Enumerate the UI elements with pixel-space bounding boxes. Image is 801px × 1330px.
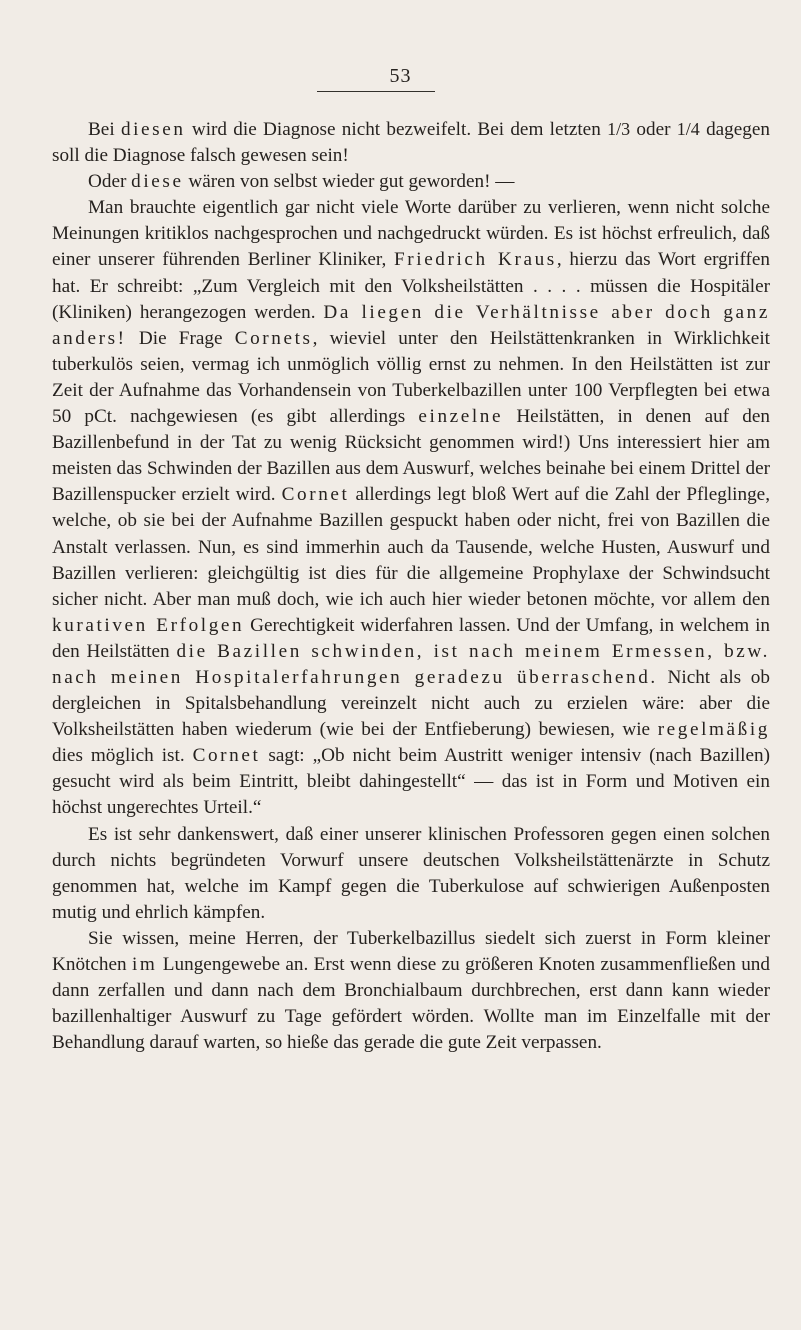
text-run: allerdings legt bloß Wert auf die Zahl der Pfleglinge, welche, ob sie bei der Aufnahme Bazillen gespuckt haben oder nicht, frei von Bazillen die Anstalt verlassen. Nun, es sind immerhin auch da Tausende, welche Husten, Auswurf und Bazillen verlieren: gleichgültig ist dies für die allgemeine Prophylaxe der Schwindsucht sicher nicht. Aber man muß doch, wie ich auch hier wieder betonen möchte, vor allem den: [52, 484, 770, 610]
paragraph: [52, 926, 770, 1056]
text-run: dies möglich ist.: [52, 745, 193, 767]
text-run: oder: [630, 119, 677, 140]
paragraph: [52, 822, 770, 926]
emphasized-text: Cornet: [192, 745, 261, 767]
text-run: sagt: „Ob nicht beim Austritt weniger intensiv (nach Bazillen) gesucht wird als beim Eintritt, bleibt dahingestellt“ — das ist in Form und Motiven ein höchst ungerechtes Urteil.“: [52, 745, 771, 819]
emphasized-text: diese: [131, 171, 184, 193]
fraction: 1/3: [607, 119, 631, 139]
text-run: Nicht als ob dergleichen in Spitalsbehandlung vereinzelt nicht auch zu erzielen wäre: aber die Volksheilstätten haben wiederum (wie bei der Entfieberung) bewiesen, wie: [52, 666, 770, 741]
text-run: wird die Diagnose nicht bezweifelt. Bei dem letzten: [185, 119, 608, 140]
fraction: 1/4: [676, 119, 700, 139]
text-run: Es ist sehr dankenswert, daß einer unserer klinischen Professoren gegen einen solchen durch nichts begründeten Vorwurf unsere deutschen Volksheilstättenärzte in Schutz genommen hat, welche im Kampf gegen die Tuberkulose auf schwierigen Außenposten mutig und ehrlich kämpfen.: [52, 823, 770, 923]
text-run: Gerechtigkeit widerfahren lassen. Und der Umfang, in welchem in den Heilstätten: [52, 614, 770, 662]
text-run: , wieviel unter den Heilstättenkranken in Wirklichkeit tuberkulös seien, vermag ich unmöglich völlig ernst zu nehmen. In den Heilstätten ist zur Zeit der Aufnahme das Vorhandensein von Tuberkelbazillen unter 100 Verpflegten bei etwa 50 pCt. nachgewiesen (es gibt allerdings: [52, 327, 770, 428]
emphasized-text: im: [131, 954, 158, 975]
text-run: Die Frage: [126, 327, 235, 349]
page-number: 53: [389, 65, 412, 87]
text-run: Bei: [88, 119, 121, 140]
text-run: wären von selbst wieder gut geworden! —: [183, 171, 515, 193]
text-run: Lungengewebe an. Erst wenn diese zu größeren Knoten zusammenfließen und dann zerfallen und dann nach dem Bronchialbaum durchbrechen, erst dann kann wieder bazillenhaltiger Auswurf zu Tage gefördert wörden. Wollte man im Einzelfalle mit der Behandlung darauf warten, so hieße das gerade die gute Zeit verpassen.: [52, 954, 770, 1054]
page-number-rule: [317, 91, 435, 92]
text-run: , hierzu das Wort ergriffen hat. Er schreibt: „Zum Vergleich mit den Volksheilstätten . . . . müssen die Hospitäler (Kliniken) herangezogen werden.: [52, 249, 770, 323]
emphasized-text: Cornet: [281, 484, 350, 506]
emphasized-text: kurativen Erfolgen: [52, 614, 245, 636]
text-run: Heilstätten, in denen auf den Bazillenbefund in der Tat zu wenig Rücksicht genommen wird!) Uns interessiert hier am meisten das Schwinden der Bazillen aus dem Auswurf, welches beinahe bei einem Drittel der Bazillenspucker erzielt wird.: [52, 406, 770, 506]
paragraph: [52, 195, 770, 821]
emphasized-text: Cornets: [234, 327, 313, 349]
emphasized-text: regelmäßig: [657, 719, 770, 741]
text-run: Oder: [88, 171, 132, 193]
text-run: dagegen soll die Diagnose falsch gewesen sein!: [52, 119, 770, 167]
paragraph: [52, 169, 770, 195]
paragraph: [52, 116, 770, 169]
emphasized-text: diesen: [120, 119, 186, 140]
text-run: Man brauchte eigentlich gar nicht viele Worte darüber zu verlieren, wenn nicht solche Meinungen kritiklos nachgesprochen und nachgedruckt würden. Es ist höchst erfreulich, daß einer unserer führenden Berliner Kliniker,: [52, 197, 770, 271]
emphasized-text: die Bazillen schwinden, ist nach meinem Ermessen, bzw. nach meinen Hospitalerfahrungen geradezu überraschend.: [52, 640, 770, 688]
emphasized-text: einzelne: [418, 406, 504, 428]
emphasized-text: Friedrich Kraus: [394, 249, 557, 271]
emphasized-text: Da liegen die Verhältnisse aber doch ganz anders!: [52, 301, 770, 349]
body-text: [52, 116, 770, 1056]
text-run: Sie wissen, meine Herren, der Tuberkelbazillus siedelt sich zuerst in Form kleiner Knötchen: [52, 927, 770, 975]
